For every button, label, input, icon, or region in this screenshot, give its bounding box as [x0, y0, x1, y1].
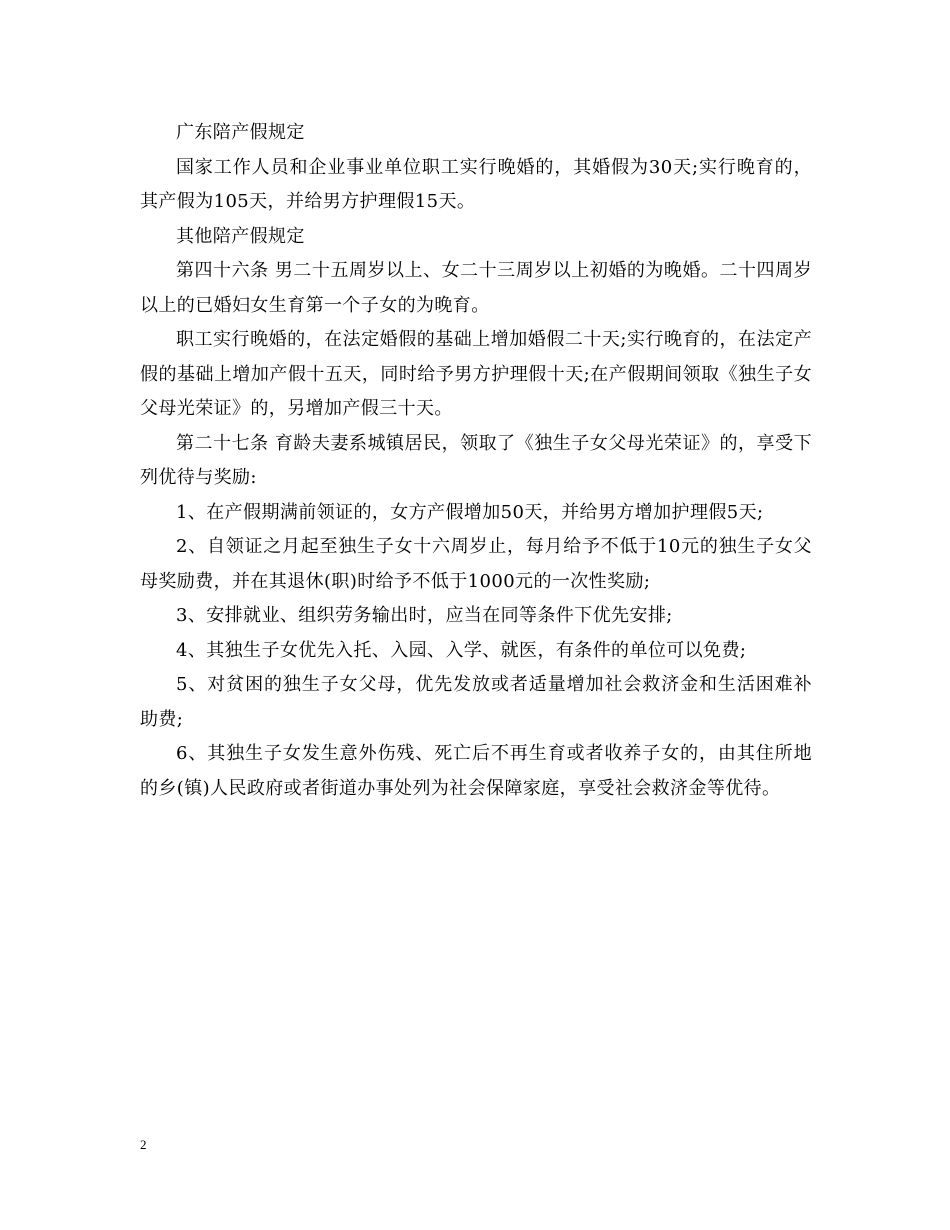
document-body — [140, 116, 812, 806]
paragraph: 国家工作人员和企业事业单位职工实行晚婚的，其婚假为30天;实行晚育的，其产假为105天，并给男方护理假15天。 — [140, 156, 812, 212]
list-item: 4、其独生子女优先入托、入园、入学、就医，有条件的单位可以免费; — [176, 639, 747, 661]
page-number: 2 — [140, 1137, 147, 1152]
paragraph: 第四十六条 男二十五周岁以上、女二十三周岁以上初婚的为晚婚。二十四周岁以上的已婚妇女生育第一个子女的为晚育。 — [140, 260, 812, 316]
list-item: 2、自领证之月起至独生子女十六周岁止，每月给予不低于10元的独生子女父母奖励费，并在其退休(职)时给予不低于1000元的一次性奖励; — [140, 536, 812, 592]
section-heading-other: 其他陪产假规定 — [176, 225, 305, 247]
list-item: 1、在产假期满前领证的，女方产假增加50天，并给男方增加护理假5天; — [176, 501, 764, 523]
paragraph: 职工实行晚婚的，在法定婚假的基础上增加婚假二十天;实行晚育的，在法定产假的基础上增加产假十五天，同时给予男方护理假十天;在产假期间领取《独生子女父母光荣证》的，另增加产假三十天。 — [140, 329, 812, 419]
list-item: 3、安排就业、组织劳务输出时，应当在同等条件下优先安排; — [176, 605, 673, 626]
list-item: 6、其独生子女发生意外伤残、死亡后不再生育或者收养子女的，由其住所地的乡(镇)人民政府或者街道办事处列为社会保障家庭，享受社会救济金等优待。 — [140, 743, 812, 799]
list-item: 5、对贫困的独生子女父母，优先发放或者适量增加社会救济金和生活困难补助费; — [140, 674, 812, 730]
section-heading-guangdong: 广东陪产假规定 — [176, 122, 305, 143]
paragraph: 第二十七条 育龄夫妻系城镇居民，领取了《独生子女父母光荣证》的，享受下列优待与奖励: — [140, 432, 812, 488]
